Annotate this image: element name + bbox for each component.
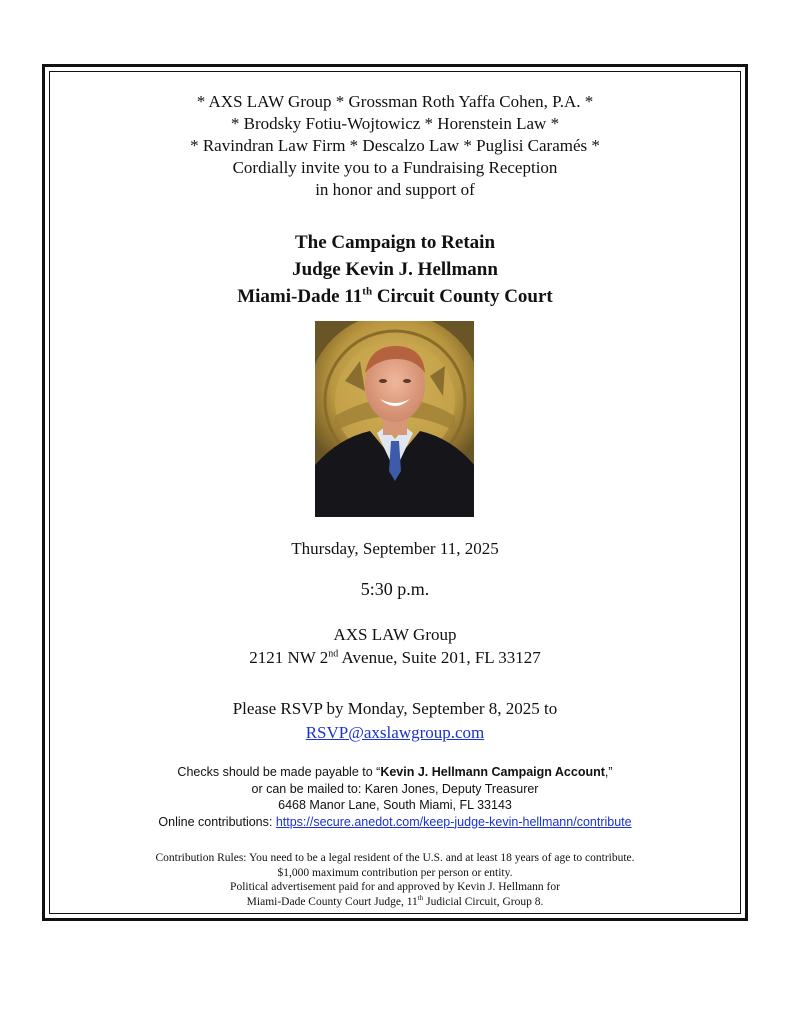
contribute-link[interactable]: https://secure.anedot.com/keep-judge-kevin-hellmann/contribute	[275, 814, 632, 829]
disclaimer-line: Political advertisement paid for and approved by Kevin J. Hellmann for	[230, 881, 560, 893]
host-line: * Ravindran Law Firm * Descalzo Law * Puglisi Caramés *	[190, 136, 600, 155]
judge-portrait	[315, 321, 474, 517]
venue-address: 2121 NW 2nd Avenue, Suite 201, FL 33127	[249, 648, 541, 667]
host-line: * Brodsky Fotiu-Wojtowicz * Horenstein Law *	[230, 114, 560, 133]
title-line: Judge Kevin J. Hellmann	[292, 259, 498, 280]
host-line: * AXS LAW Group * Grossman Roth Yaffa Cohen, P.A. *	[196, 92, 594, 111]
online-contributions-line: Online contributions: https://secure.anedot.com/keep-judge-kevin-hellmann/contribute	[158, 814, 632, 829]
title-line: The Campaign to Retain	[294, 232, 496, 253]
event-time: 5:30 p.m.	[360, 579, 430, 599]
contribution-instructions	[45, 764, 745, 830]
venue-name: AXS LAW Group	[333, 625, 457, 644]
rules-line: Contribution Rules: You need to be a legal resident of the U.S. and at least 18 years of age to contribute.	[155, 852, 635, 864]
mail-address-line: 6468 Manor Lane, South Miami, FL 33143	[278, 798, 512, 812]
host-list	[45, 91, 745, 201]
event-venue	[45, 623, 745, 669]
mail-to-line: or can be mailed to: Karen Jones, Deputy Treasurer	[251, 781, 539, 796]
event-date: Thursday, September 11, 2025	[291, 539, 499, 558]
title-line: Miami-Dade 11th Circuit County Court	[237, 285, 553, 307]
invite-line: Cordially invite you to a Fundraising Reception	[232, 158, 558, 177]
disclaimer-line: Miami-Dade County Court Judge, 11th Judicial Circuit, Group 8.	[246, 893, 544, 908]
rsvp-section	[45, 697, 745, 745]
rules-line: $1,000 maximum contribution per person or entity.	[277, 866, 513, 879]
rsvp-email-link[interactable]: RSVP@axslawgroup.com	[305, 723, 485, 742]
contribution-rules	[45, 851, 745, 909]
invite-line: in honor and support of	[315, 180, 475, 199]
invitation-border	[42, 64, 748, 921]
rsvp-text: Please RSVP by Monday, September 8, 2025 to	[232, 699, 558, 718]
campaign-title	[45, 229, 745, 310]
checks-payable-line: Checks should be made payable to “Kevin J. Hellmann Campaign Account,”	[177, 765, 613, 779]
